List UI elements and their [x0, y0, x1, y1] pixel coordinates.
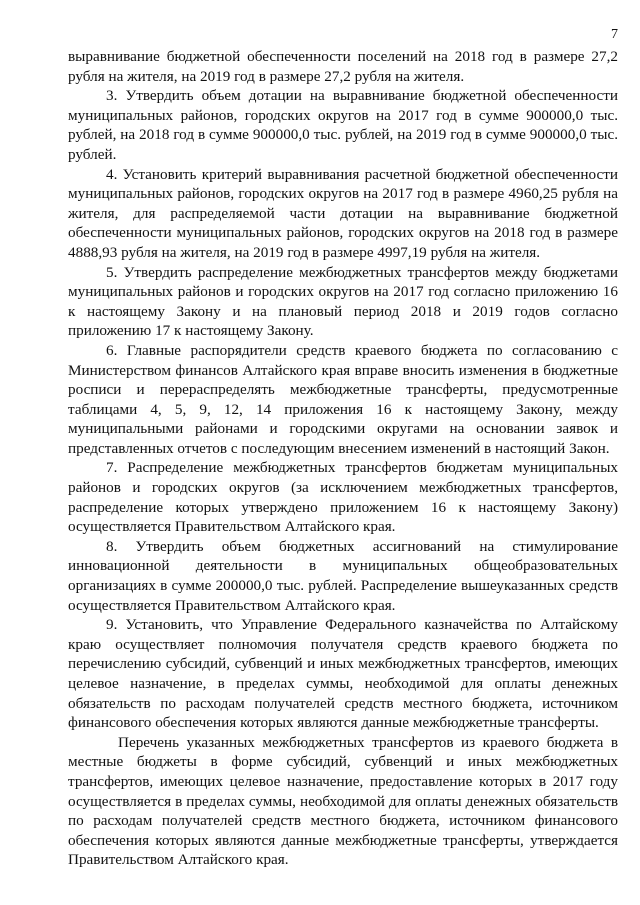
- paragraph-item-4: 4. Установить критерий выравнивания расчетной бюджетной обеспеченности муниципальных районов, городских округов на 2017 год в размере 4960,25 рубля на жителя, для распределяемой части дотации на выравнивание бюджетной обеспеченности муниципальных районов, городских округов на 2018 год в размере 4888,93 рубля на жителя, на 2019 год в размере 4997,19 рубля на жителя.: [68, 165, 618, 261]
- paragraph-item-3: 3. Утвердить объем дотации на выравнивание бюджетной обеспеченности муниципальных районов, городских округов на 2017 год в сумме 900000,0 тыс. рублей, на 2018 год в сумме 900000,0 тыс. рублей, на 2019 год в сумме 900000,0 тыс. рублей.: [68, 87, 618, 163]
- paragraph-item-6: 6. Главные распорядители средств краевого бюджета по согласованию с Министерством финансов Алтайского края вправе вносить изменения в бюджетные росписи и перераспределять межбюджетные трансферты, предусмотренные таблицами 4, 5, 9, 12, 14 приложения 16 к настоящему Закону, между муниципальными районами и городскими округами на основании заявок и представленных отчетов с последующим внесением изменений в настоящий Закон.: [68, 341, 618, 457]
- paragraph-item-9: 9. Установить, что Управление Федерального казначейства по Алтайскому краю осуществляет полномочия получателя средств краевого бюджета по перечислению субсидий, субвенций и иных межбюджетных трансфертов, имеющих целевое назначение, в пределах суммы, необходимой для оплаты денежных обязательств по расходам получателей средств местного бюджета, источником финансового обеспечения которых являются данные межбюджетные трансферты.: [68, 616, 618, 732]
- page-number: 7: [611, 27, 618, 42]
- paragraph-item-8: 8. Утвердить объем бюджетных ассигнований на стимулирование инновационной деятельности в муниципальных общеобразовательных организациях в сумме 200000,0 тыс. рублей. Распределение вышеуказанных средств осуществляется Правительством Алтайского края.: [68, 537, 618, 614]
- paragraph-item-7: 7. Распределение межбюджетных трансфертов бюджетам муниципальных районов и городских округов (за исключением межбюджетных трансфертов, распределение которых утверждено приложением 16 к настоящему Закону) осуществляется Правительством Алтайского края.: [68, 459, 618, 536]
- paragraph-transfer-list: Перечень указанных межбюджетных трансфертов из краевого бюджета в местные бюджеты в форме субсидий, субвенций и иных межбюджетных трансфертов, имеющих целевое назначение, предоставление которых в 2017 году осуществляется в пределах суммы, необходимой для оплаты денежных обязательств по расходам получателей средств местного бюджета, источником финансового обеспечения которых являются данные межбюджетные трансферты, утверждается Правительством Алтайского края.: [68, 733, 618, 869]
- paragraph-item-5: 5. Утвердить распределение межбюджетных трансфертов между бюджетами муниципальных районов и городских округов на 2017 год согласно приложению 16 к настоящему Закону и на плановый период 2018 и 2019 годов согласно приложению 17 к настоящему Закону.: [68, 263, 618, 340]
- paragraph-continuation: выравнивание бюджетной обеспеченности поселений на 2018 год в размере 27,2 рубля на жителя, на 2019 год в размере 27,2 рубля на жителя.: [68, 48, 618, 85]
- document-body: [68, 47, 618, 870]
